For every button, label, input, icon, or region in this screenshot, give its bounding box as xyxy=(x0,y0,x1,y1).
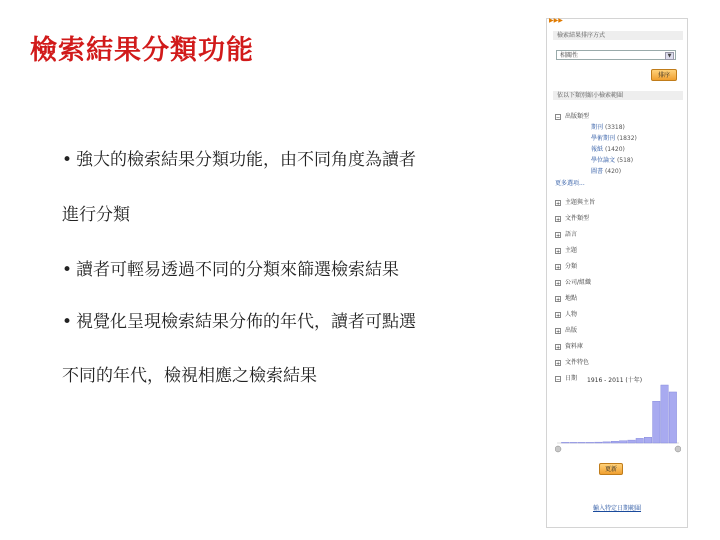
facet-document-type[interactable] xyxy=(555,213,589,222)
bullet-line-2 xyxy=(62,205,130,225)
facet-publication-type[interactable] xyxy=(555,111,589,120)
range-slider-right-handle[interactable] xyxy=(675,446,681,452)
facet-database[interactable] xyxy=(555,341,583,350)
bullet-dot: • xyxy=(62,260,73,280)
subitem-label: 期刊 xyxy=(591,124,604,131)
sort-select-value: 相關性 xyxy=(560,52,579,59)
facet-company[interactable] xyxy=(555,277,591,286)
facet-subject[interactable] xyxy=(555,245,577,254)
expand-icon[interactable]: + xyxy=(556,328,561,335)
bullet-dot: • xyxy=(62,150,73,170)
sort-select[interactable] xyxy=(556,50,676,60)
facet-subject-heading[interactable] xyxy=(555,197,595,206)
histogram-bar[interactable] xyxy=(595,442,602,443)
subitem-count: (420) xyxy=(604,168,622,175)
subitem-label: 學位論文 xyxy=(591,157,616,164)
subitem-label: 圖書 xyxy=(591,168,604,175)
date-range-label: 1916 - 2011 (十年) xyxy=(587,377,643,384)
more-options-link[interactable]: 更多選項... xyxy=(555,180,585,187)
facet-person[interactable] xyxy=(555,309,577,318)
histogram-bar[interactable] xyxy=(578,442,585,443)
subitem-count: (1420) xyxy=(604,146,625,153)
facet-label: 出版類型 xyxy=(565,113,590,120)
subitem-count: (1832) xyxy=(616,135,637,142)
facet-subitem[interactable] xyxy=(591,133,637,142)
histogram-bar[interactable] xyxy=(586,442,593,443)
facet-location[interactable] xyxy=(555,293,577,302)
facet-label: 出版 xyxy=(565,327,578,334)
expand-icon[interactable]: + xyxy=(556,232,561,239)
facet-label: 地點 xyxy=(565,295,578,302)
facet-subitem[interactable] xyxy=(591,155,633,164)
histogram-bar[interactable] xyxy=(661,385,668,443)
facet-classification[interactable] xyxy=(555,261,577,270)
facet-label: 文件特色 xyxy=(565,359,590,366)
bullet-text: 不同的年代，檢視相應之檢索結果 xyxy=(62,366,317,386)
bullet-line-3 xyxy=(62,260,399,280)
collapse-icon[interactable]: − xyxy=(556,114,561,121)
histogram-bar[interactable] xyxy=(669,392,676,443)
histogram-bar[interactable] xyxy=(603,442,610,443)
expand-icon[interactable]: + xyxy=(556,264,561,271)
bullet-line-5 xyxy=(62,366,317,386)
facet-label: 公司/組織 xyxy=(565,279,592,286)
facet-document-features[interactable] xyxy=(555,357,589,366)
sort-header: 檢索結果排序方式 xyxy=(553,31,683,40)
date-histogram[interactable] xyxy=(555,381,681,453)
facet-label: 資料庫 xyxy=(565,343,584,350)
bullet-text: 讀者可輕易透過不同的分類來篩選檢索結果 xyxy=(76,260,399,280)
facet-label: 日期 xyxy=(565,375,578,382)
subitem-count: (518) xyxy=(616,157,634,164)
facet-label: 語言 xyxy=(565,231,578,238)
bullet-text: 進行分類 xyxy=(62,205,130,225)
facet-label: 分類 xyxy=(565,263,578,270)
facet-publication[interactable] xyxy=(555,325,577,334)
subitem-count: (3318) xyxy=(604,124,625,131)
histogram-bar[interactable] xyxy=(611,441,618,443)
histogram-bar[interactable] xyxy=(619,441,626,443)
bullet-line-1 xyxy=(62,150,416,170)
expand-icon[interactable]: + xyxy=(556,200,561,207)
update-date-button[interactable]: 更新 xyxy=(599,463,623,475)
facet-subitem[interactable] xyxy=(591,166,621,175)
facet-label: 主題與主旨 xyxy=(565,199,596,206)
expand-icon[interactable]: + xyxy=(556,280,561,287)
expand-icon[interactable]: + xyxy=(556,360,561,367)
histogram-bar[interactable] xyxy=(628,440,635,443)
expand-icon[interactable]: + xyxy=(556,248,561,255)
chevron-down-icon[interactable]: ▼ xyxy=(665,52,674,60)
facet-label: 人物 xyxy=(565,311,578,318)
subitem-label: 報紙 xyxy=(591,146,604,153)
facet-label: 文件類型 xyxy=(565,215,590,222)
histogram-bar[interactable] xyxy=(570,442,577,443)
expand-icon[interactable]: + xyxy=(556,296,561,303)
histogram-bar[interactable] xyxy=(644,437,651,443)
bullet-line-4 xyxy=(62,312,416,332)
facet-subitem[interactable] xyxy=(591,144,625,153)
subitem-label: 學術期刊 xyxy=(591,135,616,142)
filter-header: 依以下類別縮小檢索範圍 xyxy=(553,91,683,100)
collapse-icon[interactable]: − xyxy=(556,376,561,383)
specific-date-range-link[interactable]: 輸入特定日期範圍 xyxy=(593,505,642,512)
range-slider-left-handle[interactable] xyxy=(555,446,561,452)
sort-button[interactable]: 排序 xyxy=(651,69,677,81)
facet-label: 主題 xyxy=(565,247,578,254)
histogram-bar[interactable] xyxy=(561,442,568,443)
bullet-dot: • xyxy=(62,312,73,332)
panel-top-marker: ▶▶▶ xyxy=(549,17,563,24)
search-filter-panel xyxy=(546,18,688,528)
histogram-bar[interactable] xyxy=(636,438,643,443)
facet-subitem[interactable] xyxy=(591,122,625,131)
facet-language[interactable] xyxy=(555,229,577,238)
expand-icon[interactable]: + xyxy=(556,216,561,223)
histogram-bar[interactable] xyxy=(653,401,660,443)
bullet-text: 強大的檢索結果分類功能，由不同角度為讀者 xyxy=(76,150,416,170)
expand-icon[interactable]: + xyxy=(556,312,561,319)
bullet-text: 視覺化呈現檢索結果分佈的年代，讀者可點選 xyxy=(76,312,416,332)
slide-title: 檢索結果分類功能 xyxy=(30,35,254,66)
expand-icon[interactable]: + xyxy=(556,344,561,351)
